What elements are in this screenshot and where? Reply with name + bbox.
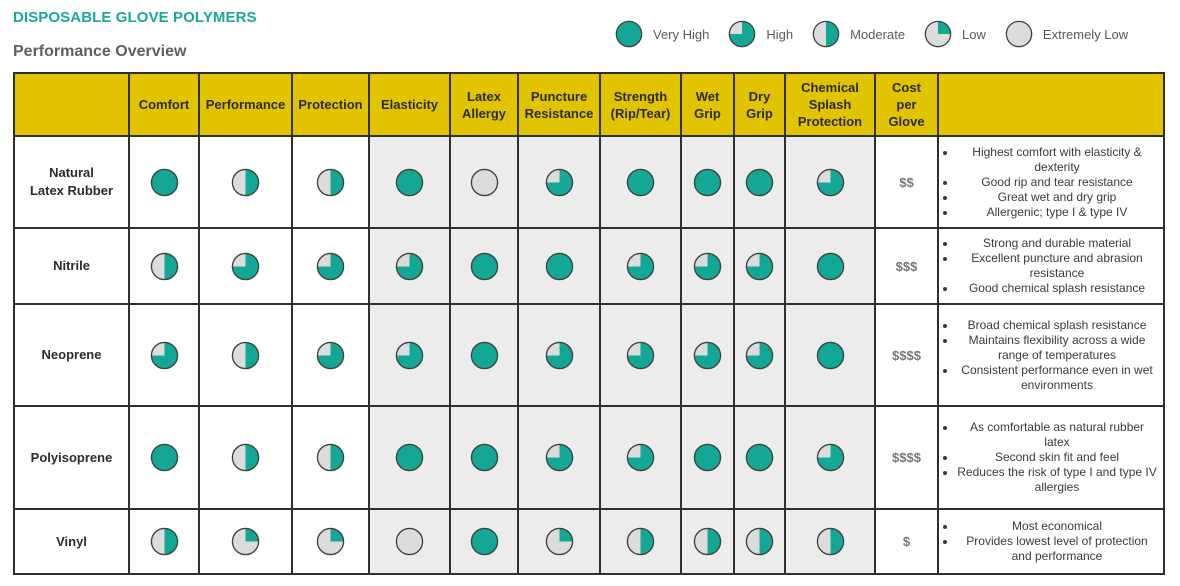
legend-label: Moderate xyxy=(850,26,906,42)
very-high-rating-icon xyxy=(735,442,784,473)
column-header: Strength (Rip/Tear) xyxy=(600,73,681,136)
rating-cell xyxy=(199,406,292,509)
column-header: Wet Grip xyxy=(681,73,734,136)
rating-cell xyxy=(292,136,369,228)
rating-cell xyxy=(199,509,292,574)
legend-label: Extremely Low xyxy=(1042,26,1129,42)
rating-cell xyxy=(129,228,199,304)
high-rating-icon xyxy=(293,340,368,371)
high-rating-icon xyxy=(682,251,733,282)
rating-cell xyxy=(518,304,600,406)
high-rating-icon xyxy=(519,442,599,473)
very-high-rating-icon xyxy=(519,251,599,282)
rating-cell xyxy=(681,406,734,509)
high-rating-icon xyxy=(370,340,449,371)
table-row xyxy=(14,509,1164,574)
rating-cell xyxy=(199,228,292,304)
rating-cell xyxy=(450,228,518,304)
high-rating-icon xyxy=(200,251,291,282)
column-header: Latex Allergy xyxy=(450,73,518,136)
note-item: • Good rip and tear resistance xyxy=(957,175,1157,190)
moderate-rating-icon xyxy=(130,251,198,282)
rating-cell xyxy=(292,406,369,509)
rating-cell xyxy=(450,406,518,509)
legend-item-extremely-low xyxy=(1004,19,1128,49)
header-corner xyxy=(14,73,129,136)
moderate-rating-icon xyxy=(811,19,841,49)
header-row xyxy=(14,73,1164,136)
rating-cell xyxy=(369,228,450,304)
note-item: • Reduces the risk of type I and type IV allergies xyxy=(957,465,1157,495)
rating-cell xyxy=(518,509,600,574)
very-high-rating-icon xyxy=(370,167,449,198)
note-item: • Provides lowest level of protection and performance xyxy=(957,534,1157,564)
rating-cell xyxy=(450,509,518,574)
note-item: • Strong and durable material xyxy=(957,236,1157,251)
rating-cell xyxy=(518,406,600,509)
rating-cell xyxy=(600,304,681,406)
very-high-rating-icon xyxy=(682,167,733,198)
rating-cell xyxy=(785,136,875,228)
cost-cell: $$$$ xyxy=(875,304,938,406)
cost-cell: $ xyxy=(875,509,938,574)
note-item: • Allergenic; type I & type IV xyxy=(957,205,1157,220)
rating-cell xyxy=(734,406,785,509)
legend xyxy=(614,19,1128,49)
note-item: • Good chemical splash resistance xyxy=(957,281,1157,296)
table-row xyxy=(14,136,1164,228)
rating-cell xyxy=(681,509,734,574)
note-item: • Broad chemical splash resistance xyxy=(957,318,1157,333)
cost-cell: $$ xyxy=(875,136,938,228)
rating-cell xyxy=(600,509,681,574)
notes-cell xyxy=(938,509,1164,574)
rating-cell xyxy=(734,136,785,228)
column-header: Performance xyxy=(199,73,292,136)
note-item: • As comfortable as natural rubber latex xyxy=(957,420,1157,450)
row-label: Vinyl xyxy=(14,509,129,574)
rating-cell xyxy=(734,228,785,304)
rating-cell xyxy=(129,509,199,574)
rating-cell xyxy=(734,304,785,406)
extremely-low-rating-icon xyxy=(370,526,449,557)
legend-label: Low xyxy=(962,26,986,42)
cost-cell: $$$ xyxy=(875,228,938,304)
column-header xyxy=(938,73,1164,136)
rating-cell xyxy=(450,304,518,406)
rating-cell xyxy=(292,228,369,304)
column-header: Cost per Glove xyxy=(875,73,938,136)
high-rating-icon xyxy=(786,442,874,473)
rating-cell xyxy=(600,228,681,304)
rating-cell xyxy=(129,136,199,228)
row-label: Neoprene xyxy=(14,304,129,406)
rating-cell xyxy=(369,406,450,509)
page-title: DISPOSABLE GLOVE POLYMERS xyxy=(13,9,257,26)
very-high-rating-icon xyxy=(370,442,449,473)
rating-cell xyxy=(292,304,369,406)
high-rating-icon xyxy=(682,340,733,371)
rating-cell xyxy=(600,136,681,228)
legend-item-very-high xyxy=(614,19,709,49)
performance-table xyxy=(13,72,1165,575)
legend-label: High xyxy=(766,26,794,42)
high-rating-icon xyxy=(786,167,874,198)
very-high-rating-icon xyxy=(451,526,517,557)
rating-cell xyxy=(450,136,518,228)
note-item: • Second skin fit and feel xyxy=(957,450,1157,465)
note-item: • Consistent performance even in wet environments xyxy=(957,363,1157,393)
low-rating-icon xyxy=(293,526,368,557)
row-label: Nitrile xyxy=(14,228,129,304)
extremely-low-rating-icon xyxy=(1004,19,1034,49)
rating-cell xyxy=(681,228,734,304)
high-rating-icon xyxy=(130,340,198,371)
notes-cell xyxy=(938,406,1164,509)
high-rating-icon xyxy=(727,19,757,49)
moderate-rating-icon xyxy=(200,167,291,198)
very-high-rating-icon xyxy=(451,251,517,282)
very-high-rating-icon xyxy=(601,167,680,198)
high-rating-icon xyxy=(601,340,680,371)
high-rating-icon xyxy=(601,442,680,473)
rating-cell xyxy=(518,228,600,304)
column-header: Protection xyxy=(292,73,369,136)
rating-cell xyxy=(785,228,875,304)
rating-cell xyxy=(369,304,450,406)
notes-cell xyxy=(938,136,1164,228)
moderate-rating-icon xyxy=(682,526,733,557)
moderate-rating-icon xyxy=(293,167,368,198)
high-rating-icon xyxy=(735,251,784,282)
cost-cell: $$$$ xyxy=(875,406,938,509)
high-rating-icon xyxy=(293,251,368,282)
rating-cell xyxy=(199,136,292,228)
legend-label: Very High xyxy=(653,26,710,42)
very-high-rating-icon xyxy=(682,442,733,473)
high-rating-icon xyxy=(601,251,680,282)
high-rating-icon xyxy=(519,340,599,371)
rating-cell xyxy=(129,406,199,509)
high-rating-icon xyxy=(370,251,449,282)
very-high-rating-icon xyxy=(614,19,644,49)
low-rating-icon xyxy=(200,526,291,557)
column-header: Dry Grip xyxy=(734,73,785,136)
legend-item-high xyxy=(727,19,793,49)
row-label: Natural Latex Rubber xyxy=(14,136,129,228)
moderate-rating-icon xyxy=(601,526,680,557)
rating-cell xyxy=(785,304,875,406)
rating-cell xyxy=(129,304,199,406)
rating-cell xyxy=(369,136,450,228)
rating-cell xyxy=(292,509,369,574)
note-item: • Excellent puncture and abrasion resistance xyxy=(957,251,1157,281)
table-row xyxy=(14,406,1164,509)
note-item: • Great wet and dry grip xyxy=(957,190,1157,205)
rating-cell xyxy=(199,304,292,406)
very-high-rating-icon xyxy=(786,251,874,282)
rating-cell xyxy=(785,509,875,574)
notes-cell xyxy=(938,304,1164,406)
extremely-low-rating-icon xyxy=(451,167,517,198)
very-high-rating-icon xyxy=(130,442,198,473)
rating-cell xyxy=(369,509,450,574)
rating-cell xyxy=(600,406,681,509)
moderate-rating-icon xyxy=(786,526,874,557)
rating-cell xyxy=(734,509,785,574)
notes-cell xyxy=(938,228,1164,304)
table-row xyxy=(14,304,1164,406)
column-header: Chemical Splash Protection xyxy=(785,73,875,136)
very-high-rating-icon xyxy=(451,340,517,371)
rating-cell xyxy=(681,304,734,406)
moderate-rating-icon xyxy=(735,526,784,557)
legend-item-moderate xyxy=(811,19,905,49)
legend-item-low xyxy=(923,19,986,49)
rating-cell xyxy=(785,406,875,509)
high-rating-icon xyxy=(519,167,599,198)
note-item: • Maintains flexibility across a wide range of temperatures xyxy=(957,333,1157,363)
high-rating-icon xyxy=(735,340,784,371)
table-row xyxy=(14,228,1164,304)
very-high-rating-icon xyxy=(735,167,784,198)
row-label: Polyisoprene xyxy=(14,406,129,509)
moderate-rating-icon xyxy=(130,526,198,557)
moderate-rating-icon xyxy=(293,442,368,473)
note-item: • Most economical xyxy=(957,519,1157,534)
page-subtitle: Performance Overview xyxy=(13,43,187,60)
moderate-rating-icon xyxy=(200,340,291,371)
column-header: Elasticity xyxy=(369,73,450,136)
very-high-rating-icon xyxy=(130,167,198,198)
column-header: Comfort xyxy=(129,73,199,136)
low-rating-icon xyxy=(923,19,953,49)
very-high-rating-icon xyxy=(451,442,517,473)
note-item: • Highest comfort with elasticity & dexterity xyxy=(957,145,1157,175)
column-header: Puncture Resistance xyxy=(518,73,600,136)
very-high-rating-icon xyxy=(786,340,874,371)
low-rating-icon xyxy=(519,526,599,557)
rating-cell xyxy=(518,136,600,228)
moderate-rating-icon xyxy=(200,442,291,473)
rating-cell xyxy=(681,136,734,228)
